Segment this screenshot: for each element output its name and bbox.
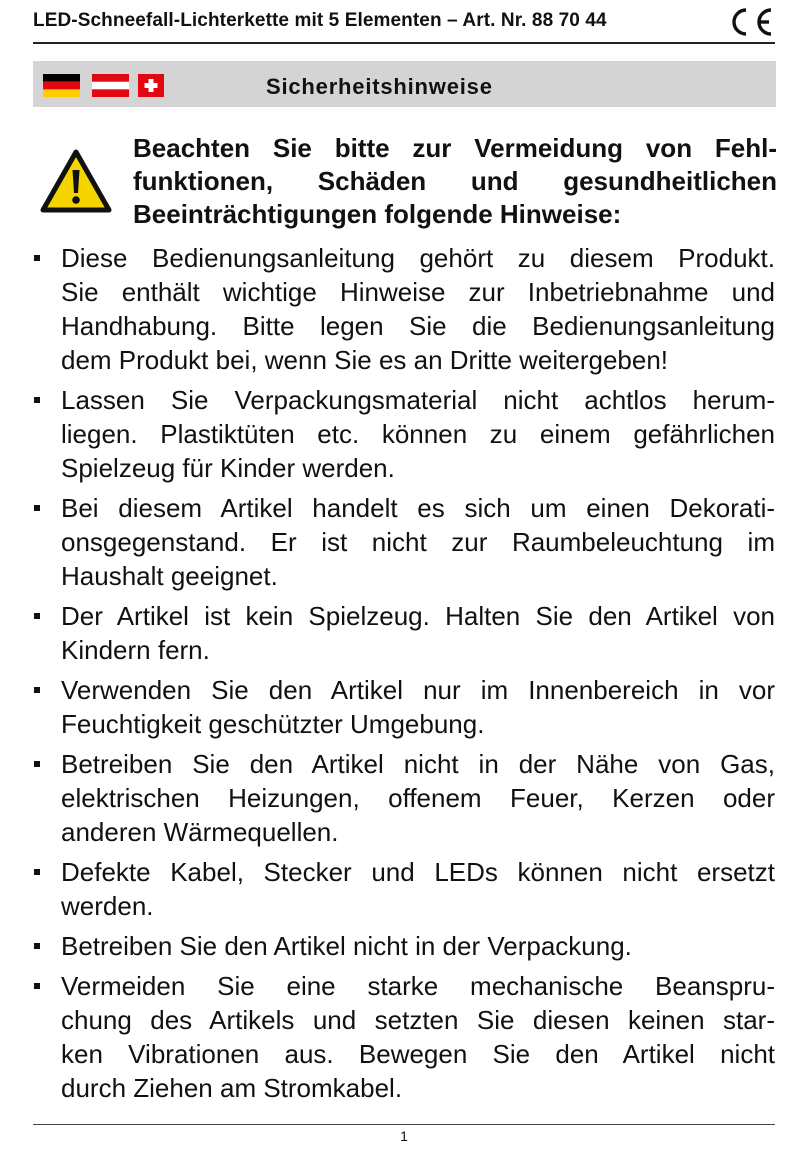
- warning-line: funktionen, Schäden und gesundheitlichen: [133, 166, 777, 196]
- notice-line: ken Vibrationen aus. Bewegen Sie den Artikel nicht: [61, 1039, 775, 1069]
- bullet-square-icon: [34, 255, 40, 261]
- page-number: 1: [400, 1128, 408, 1144]
- footer-rule: [33, 1124, 775, 1125]
- notice-item: [0, 491, 775, 593]
- notice-text: [61, 969, 775, 1105]
- bullet-square-icon: [34, 613, 40, 619]
- notice-text: [61, 491, 775, 593]
- notice-line: chung des Artikels und setzten Sie diesen keinen star-: [61, 1005, 775, 1035]
- bullet-square-icon: [34, 943, 40, 949]
- notice-line: Der Artikel ist kein Spielzeug. Halten Sie den Artikel von: [61, 601, 775, 631]
- notice-text: [61, 673, 775, 741]
- notice-text: [61, 383, 775, 485]
- warning-line: Beeinträchtigungen folgende Hinweise:: [133, 199, 622, 229]
- notice-line: Kindern fern.: [61, 635, 210, 665]
- bullet-square-icon: [34, 761, 40, 767]
- notice-text: [61, 929, 775, 963]
- notice-line: Lassen Sie Verpackungsmaterial nicht achtlos herum-: [61, 385, 775, 415]
- safety-notice-list: [0, 241, 808, 1111]
- notice-line: anderen Wärmequellen.: [61, 817, 339, 847]
- notice-item: [0, 969, 775, 1105]
- notice-line: Betreiben Sie den Artikel nicht in der Verpackung.: [61, 931, 632, 961]
- notice-line: Haushalt geeignet.: [61, 561, 278, 591]
- notice-line: onsgegenstand. Er ist nicht zur Raumbeleuchtung im: [61, 527, 775, 557]
- notice-item: [0, 241, 775, 377]
- notice-line: Betreiben Sie den Artikel nicht in der Nähe von Gas,: [61, 749, 775, 779]
- flag-switzerland-icon: [138, 74, 164, 97]
- notice-line: Handhabung. Bitte legen Sie die Bedienungsanleitung: [61, 311, 775, 341]
- notice-line: liegen. Plastiktüten etc. können zu einem gefährlichen: [61, 419, 775, 449]
- document-title: LED-Schneefall-Lichterkette mit 5 Elementen – Art. Nr. 88 70 44: [33, 10, 607, 31]
- notice-line: Defekte Kabel, Stecker und LEDs können nicht ersetzt: [61, 857, 775, 887]
- notice-item: [0, 747, 775, 849]
- warning-triangle-icon: [40, 148, 112, 214]
- section-bar: [33, 61, 776, 107]
- ce-mark-icon: [725, 5, 775, 39]
- bullet-square-icon: [34, 869, 40, 875]
- notice-text: [61, 241, 775, 377]
- notice-item: [0, 383, 775, 485]
- notice-item: [0, 929, 775, 963]
- flag-austria-icon: [92, 74, 129, 97]
- section-title: Sicherheitshinweise: [266, 74, 493, 99]
- notice-line: werden.: [61, 891, 154, 921]
- notice-line: Diese Bedienungsanleitung gehört zu diesem Produkt.: [61, 243, 775, 273]
- notice-line: elektrischen Heizungen, offenem Feuer, Kerzen oder: [61, 783, 775, 813]
- notice-text: [61, 599, 775, 667]
- notice-text: [61, 747, 775, 849]
- notice-line: durch Ziehen am Stromkabel.: [61, 1073, 403, 1103]
- notice-line: Vermeiden Sie eine starke mechanische Beanspru-: [61, 971, 775, 1001]
- notice-item: [0, 599, 775, 667]
- bullet-square-icon: [34, 983, 40, 989]
- notice-line: Sie enthält wichtige Hinweise zur Inbetriebnahme und: [61, 277, 775, 307]
- bullet-square-icon: [34, 397, 40, 403]
- flag-germany-icon: [43, 74, 80, 97]
- warning-text: [133, 132, 777, 231]
- notice-line: Verwenden Sie den Artikel nur im Innenbereich in vor: [61, 675, 775, 705]
- bullet-square-icon: [34, 505, 40, 511]
- notice-line: Bei diesem Artikel handelt es sich um einen Dekorati-: [61, 493, 775, 523]
- header-rule: [33, 42, 775, 44]
- notice-item: [0, 673, 775, 741]
- notice-item: [0, 855, 775, 923]
- bullet-square-icon: [34, 687, 40, 693]
- warning-line: Beachten Sie bitte zur Vermeidung von Fehl-: [133, 133, 777, 163]
- notice-line: Feuchtigkeit geschützter Umgebung.: [61, 709, 485, 739]
- notice-line: Spielzeug für Kinder werden.: [61, 453, 395, 483]
- document-header: [33, 6, 775, 40]
- notice-line: dem Produkt bei, wenn Sie es an Dritte weitergeben!: [61, 345, 669, 375]
- notice-text: [61, 855, 775, 923]
